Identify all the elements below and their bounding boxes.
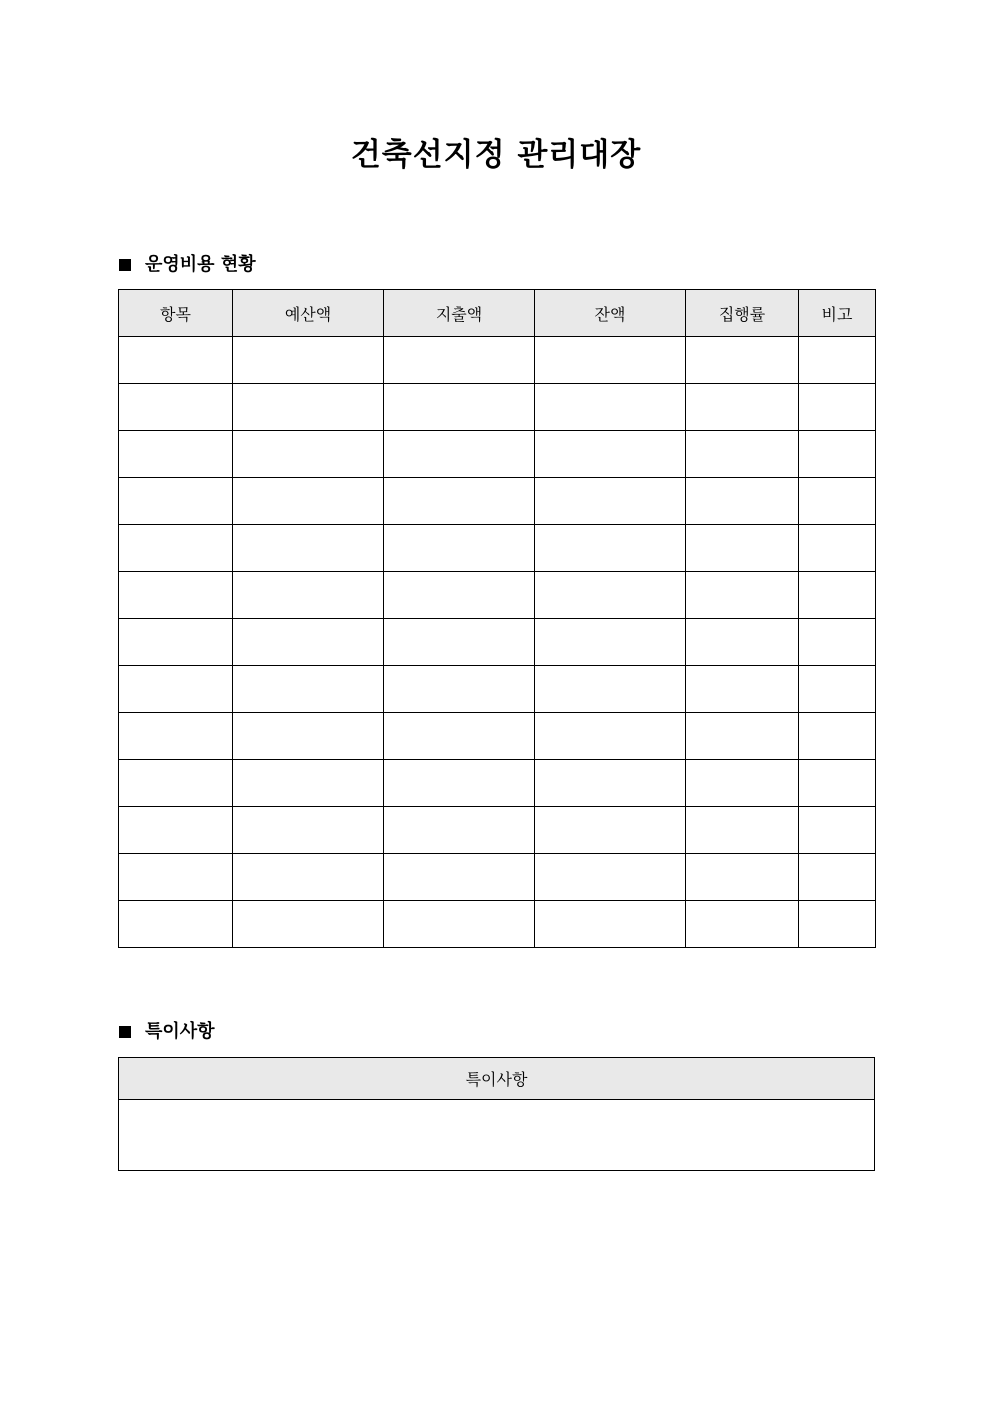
cell-item[interactable] <box>119 807 233 854</box>
cell-balance[interactable] <box>535 337 686 384</box>
cell-item[interactable] <box>119 854 233 901</box>
square-bullet-icon <box>119 259 131 271</box>
table-row <box>119 337 876 384</box>
cell-expenditure[interactable] <box>384 666 535 713</box>
cell-execution-rate[interactable] <box>686 478 799 525</box>
notes-table-row <box>119 1100 875 1171</box>
table-row <box>119 431 876 478</box>
cell-budget[interactable] <box>233 431 384 478</box>
cell-remarks[interactable] <box>799 713 876 760</box>
cell-balance[interactable] <box>535 807 686 854</box>
cell-execution-rate[interactable] <box>686 619 799 666</box>
cell-remarks[interactable] <box>799 854 876 901</box>
column-header-execution-rate: 집행률 <box>686 290 799 337</box>
cell-budget[interactable] <box>233 619 384 666</box>
table-row <box>119 807 876 854</box>
column-header-item: 항목 <box>119 290 233 337</box>
cell-remarks[interactable] <box>799 384 876 431</box>
table-row <box>119 760 876 807</box>
cell-expenditure[interactable] <box>384 337 535 384</box>
cell-balance[interactable] <box>535 901 686 948</box>
cell-budget[interactable] <box>233 337 384 384</box>
cell-remarks[interactable] <box>799 572 876 619</box>
square-bullet-icon <box>119 1026 131 1038</box>
cell-remarks[interactable] <box>799 337 876 384</box>
cell-execution-rate[interactable] <box>686 901 799 948</box>
cell-item[interactable] <box>119 431 233 478</box>
cell-execution-rate[interactable] <box>686 713 799 760</box>
cell-budget[interactable] <box>233 713 384 760</box>
cell-expenditure[interactable] <box>384 572 535 619</box>
cell-expenditure[interactable] <box>384 854 535 901</box>
table-row <box>119 666 876 713</box>
table-row <box>119 854 876 901</box>
cell-remarks[interactable] <box>799 431 876 478</box>
cell-execution-rate[interactable] <box>686 337 799 384</box>
column-header-expenditure: 지출액 <box>384 290 535 337</box>
cell-execution-rate[interactable] <box>686 384 799 431</box>
budget-table-header-row <box>119 290 876 337</box>
notes-table-header-row <box>119 1058 875 1100</box>
cell-budget[interactable] <box>233 384 384 431</box>
budget-table-body <box>119 337 876 948</box>
cell-balance[interactable] <box>535 619 686 666</box>
budget-table <box>118 289 876 948</box>
section-heading-budget-label: 운영비용 현황 <box>145 254 256 275</box>
cell-remarks[interactable] <box>799 666 876 713</box>
table-row <box>119 478 876 525</box>
cell-execution-rate[interactable] <box>686 525 799 572</box>
cell-budget[interactable] <box>233 666 384 713</box>
cell-item[interactable] <box>119 337 233 384</box>
cell-expenditure[interactable] <box>384 807 535 854</box>
table-row <box>119 384 876 431</box>
cell-remarks[interactable] <box>799 619 876 666</box>
cell-balance[interactable] <box>535 384 686 431</box>
notes-table-header: 특이사항 <box>119 1058 875 1100</box>
cell-expenditure[interactable] <box>384 431 535 478</box>
cell-budget[interactable] <box>233 807 384 854</box>
document-title: 건축선지정 관리대장 <box>350 137 642 173</box>
column-header-balance: 잔액 <box>535 290 686 337</box>
table-row <box>119 619 876 666</box>
cell-balance[interactable] <box>535 854 686 901</box>
cell-item[interactable] <box>119 619 233 666</box>
cell-balance[interactable] <box>535 478 686 525</box>
cell-budget[interactable] <box>233 760 384 807</box>
table-row <box>119 572 876 619</box>
cell-balance[interactable] <box>535 760 686 807</box>
table-row <box>119 901 876 948</box>
cell-item[interactable] <box>119 713 233 760</box>
cell-expenditure[interactable] <box>384 760 535 807</box>
cell-budget[interactable] <box>233 478 384 525</box>
column-header-remarks: 비고 <box>799 290 876 337</box>
cell-item[interactable] <box>119 384 233 431</box>
cell-item[interactable] <box>119 901 233 948</box>
cell-budget[interactable] <box>233 572 384 619</box>
cell-remarks[interactable] <box>799 525 876 572</box>
cell-budget[interactable] <box>233 525 384 572</box>
cell-expenditure[interactable] <box>384 384 535 431</box>
cell-remarks[interactable] <box>799 760 876 807</box>
cell-execution-rate[interactable] <box>686 431 799 478</box>
cell-balance[interactable] <box>535 666 686 713</box>
notes-table <box>118 1057 875 1171</box>
cell-balance[interactable] <box>535 431 686 478</box>
cell-balance[interactable] <box>535 713 686 760</box>
cell-remarks[interactable] <box>799 901 876 948</box>
section-heading-notes <box>119 1020 215 1044</box>
cell-expenditure[interactable] <box>384 478 535 525</box>
column-header-budget: 예산액 <box>233 290 384 337</box>
cell-item[interactable] <box>119 478 233 525</box>
cell-expenditure[interactable] <box>384 525 535 572</box>
table-row <box>119 713 876 760</box>
cell-execution-rate[interactable] <box>686 854 799 901</box>
notes-content-cell[interactable] <box>119 1100 875 1171</box>
cell-remarks[interactable] <box>799 807 876 854</box>
cell-item[interactable] <box>119 572 233 619</box>
section-heading-notes-label: 특이사항 <box>145 1021 215 1042</box>
cell-execution-rate[interactable] <box>686 807 799 854</box>
cell-expenditure[interactable] <box>384 713 535 760</box>
cell-remarks[interactable] <box>799 478 876 525</box>
table-row <box>119 525 876 572</box>
section-heading-budget <box>119 253 256 277</box>
cell-budget[interactable] <box>233 901 384 948</box>
cell-execution-rate[interactable] <box>686 572 799 619</box>
cell-item[interactable] <box>119 666 233 713</box>
cell-balance[interactable] <box>535 572 686 619</box>
cell-budget[interactable] <box>233 854 384 901</box>
cell-execution-rate[interactable] <box>686 666 799 713</box>
cell-item[interactable] <box>119 525 233 572</box>
cell-execution-rate[interactable] <box>686 760 799 807</box>
cell-balance[interactable] <box>535 525 686 572</box>
cell-expenditure[interactable] <box>384 619 535 666</box>
cell-item[interactable] <box>119 760 233 807</box>
cell-expenditure[interactable] <box>384 901 535 948</box>
